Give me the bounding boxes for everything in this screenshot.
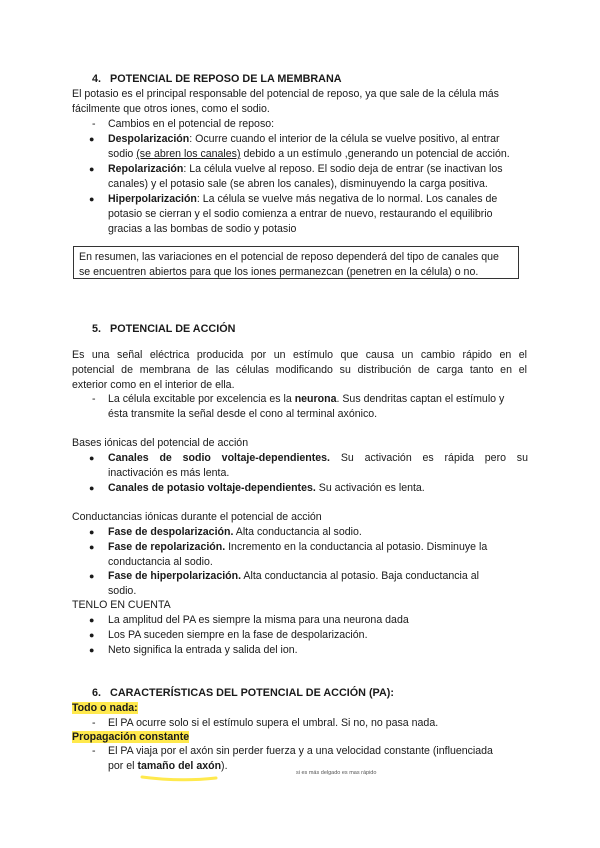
summary-line: En resumen, las variaciones en el potencial de reposo dependerá del tipo de canales que xyxy=(79,251,499,263)
subsection-title: Conductancias iónicas durante el potencial de acción xyxy=(72,511,322,523)
item-text: canales) y el potasio sale (se abren los canales), disminuyendo la carga positiva. xyxy=(108,178,488,190)
section-title: POTENCIAL DE ACCIÓN xyxy=(110,323,236,335)
section-5-heading xyxy=(92,322,235,337)
bullet-icon: ● xyxy=(89,483,95,493)
term: Fase de despolarización. xyxy=(108,526,234,538)
list-item xyxy=(108,392,528,422)
dash-marker: - xyxy=(92,717,96,729)
term: neurona xyxy=(294,393,337,405)
item-text: : Ocurre cuando el interior de la célula se vuelve positivo, al entrar xyxy=(189,133,500,145)
summary-line: se encuentren abiertos para que los iones permanezcan (penetren en la célula) o no. xyxy=(79,266,479,278)
summary-box xyxy=(73,246,519,279)
section-title: POTENCIAL DE REPOSO DE LA MEMBRANA xyxy=(110,73,342,85)
section-title: CARACTERÍSTICAS DEL POTENCIAL DE ACCIÓN (PA): xyxy=(110,687,394,699)
list-item xyxy=(108,132,528,162)
term: Despolarización xyxy=(108,133,190,145)
item-text: sodio xyxy=(108,148,137,160)
list-item: El PA ocurre solo si el estímulo supera el umbral. Si no, no pasa nada. xyxy=(108,717,439,729)
item-text: sodio. xyxy=(108,585,137,597)
section-5-paragraph xyxy=(72,348,527,393)
section-number: 5. xyxy=(92,323,102,335)
bullet-icon: ● xyxy=(89,615,95,625)
list-item xyxy=(108,162,528,192)
bullet-icon: ● xyxy=(89,645,95,655)
bullet-icon: ● xyxy=(89,571,95,581)
item-text: Incremento en la conductancia al potasio. Disminuye la xyxy=(225,541,488,553)
subsection-title: TENLO EN CUENTA xyxy=(72,599,171,611)
list-item xyxy=(108,540,528,570)
item-text: conductancia al sodio. xyxy=(108,556,213,568)
section-4-intro xyxy=(72,87,527,117)
item-text: Su activación es lenta. xyxy=(315,482,425,494)
term: Canales de potasio voltaje-dependientes. xyxy=(108,482,316,494)
bullet-icon: ● xyxy=(89,453,95,463)
list-item xyxy=(108,525,528,540)
dash-marker: - xyxy=(92,118,96,130)
list-item xyxy=(108,451,528,481)
term: Fase de repolarización. xyxy=(108,541,226,553)
prop-label xyxy=(72,730,189,745)
highlighted-label: Propagación constante xyxy=(72,731,190,743)
term: Canales de sodio voltaje-dependientes. xyxy=(108,452,331,464)
item-text: por el xyxy=(108,760,138,772)
item-text: potasio se cierran y el sodio comienza a entrar de nuevo, restaurando el equilibrio xyxy=(108,208,493,220)
list-item: Cambios en el potencial de reposo: xyxy=(108,118,275,130)
item-text: . Sus dendritas captan el estímulo y xyxy=(336,393,505,405)
intro-line: fácilmente que otros iones, como el sodio. xyxy=(72,103,270,115)
list-item xyxy=(108,481,528,496)
section-6-heading xyxy=(92,686,394,701)
item-text: : La célula se vuelve más negativa de lo normal. Los canales de xyxy=(196,193,498,205)
bullet-icon: ● xyxy=(89,194,95,204)
item-text: Su activación es rápida pero su xyxy=(330,452,528,464)
bullet-icon: ● xyxy=(89,527,95,537)
item-text: : La célula vuelve al reposo. El sodio deja de entrar (se inactivan los xyxy=(183,163,503,175)
term: Hiperpolarización xyxy=(108,193,197,205)
todo-label xyxy=(72,701,138,716)
item-text: debido a un estímulo ,generando un potencial de acción. xyxy=(240,148,510,160)
list-item: Neto significa la entrada y salida del ion. xyxy=(108,644,298,656)
item-text: ésta transmite la señal desde el cono al terminal axónico. xyxy=(108,408,378,420)
section-4-heading xyxy=(92,72,342,87)
list-item xyxy=(108,192,528,237)
highlighted-label: Todo o nada: xyxy=(72,702,138,714)
underlined-text: (se abren los canales) xyxy=(136,148,241,160)
term: Fase de hiperpolarización. xyxy=(108,570,242,582)
item-text: Alta conductancia al sodio. xyxy=(233,526,362,538)
section-number: 4. xyxy=(92,73,102,85)
intro-line: El potasio es el principal responsable del potencial de reposo, ya que sale de la célula más xyxy=(72,88,499,100)
list-item: Los PA suceden siempre en la fase de despolarización. xyxy=(108,629,368,641)
dash-marker: - xyxy=(92,745,96,757)
item-text: gracias a las bombas de sodio y potasio xyxy=(108,223,297,235)
item-text: inactivación es más lenta. xyxy=(108,467,230,479)
bullet-icon: ● xyxy=(89,134,95,144)
item-text: ). xyxy=(221,760,228,772)
highlight-stroke xyxy=(140,773,220,783)
bullet-icon: ● xyxy=(89,542,95,552)
paragraph-line: Es una señal eléctrica producida por un estímulo que causa un cambio rápido en el xyxy=(72,349,527,361)
paragraph-line: potencial de membrana de las células modificando su distribución de carga tanto en el xyxy=(72,364,527,376)
term: tamaño del axón xyxy=(137,760,222,772)
list-item xyxy=(108,569,528,599)
paragraph-line: exterior como en el interior de ella. xyxy=(72,379,235,391)
term: Repolarización xyxy=(108,163,184,175)
section-number: 6. xyxy=(92,687,102,699)
dash-marker: - xyxy=(92,393,96,405)
bullet-icon: ● xyxy=(89,630,95,640)
subsection-title: Bases iónicas del potencial de acción xyxy=(72,437,249,449)
item-text: La célula excitable por excelencia es la xyxy=(108,393,295,405)
item-text: Alta conductancia al potasio. Baja conductancia al xyxy=(241,570,479,582)
list-item: La amplitud del PA es siempre la misma para una neurona dada xyxy=(108,614,409,626)
bullet-icon: ● xyxy=(89,164,95,174)
item-text: El PA viaja por el axón sin perder fuerza y a una velocidad constante (influenciada xyxy=(108,745,493,757)
handwritten-note: si es más delgado es mas rápido xyxy=(296,770,377,776)
